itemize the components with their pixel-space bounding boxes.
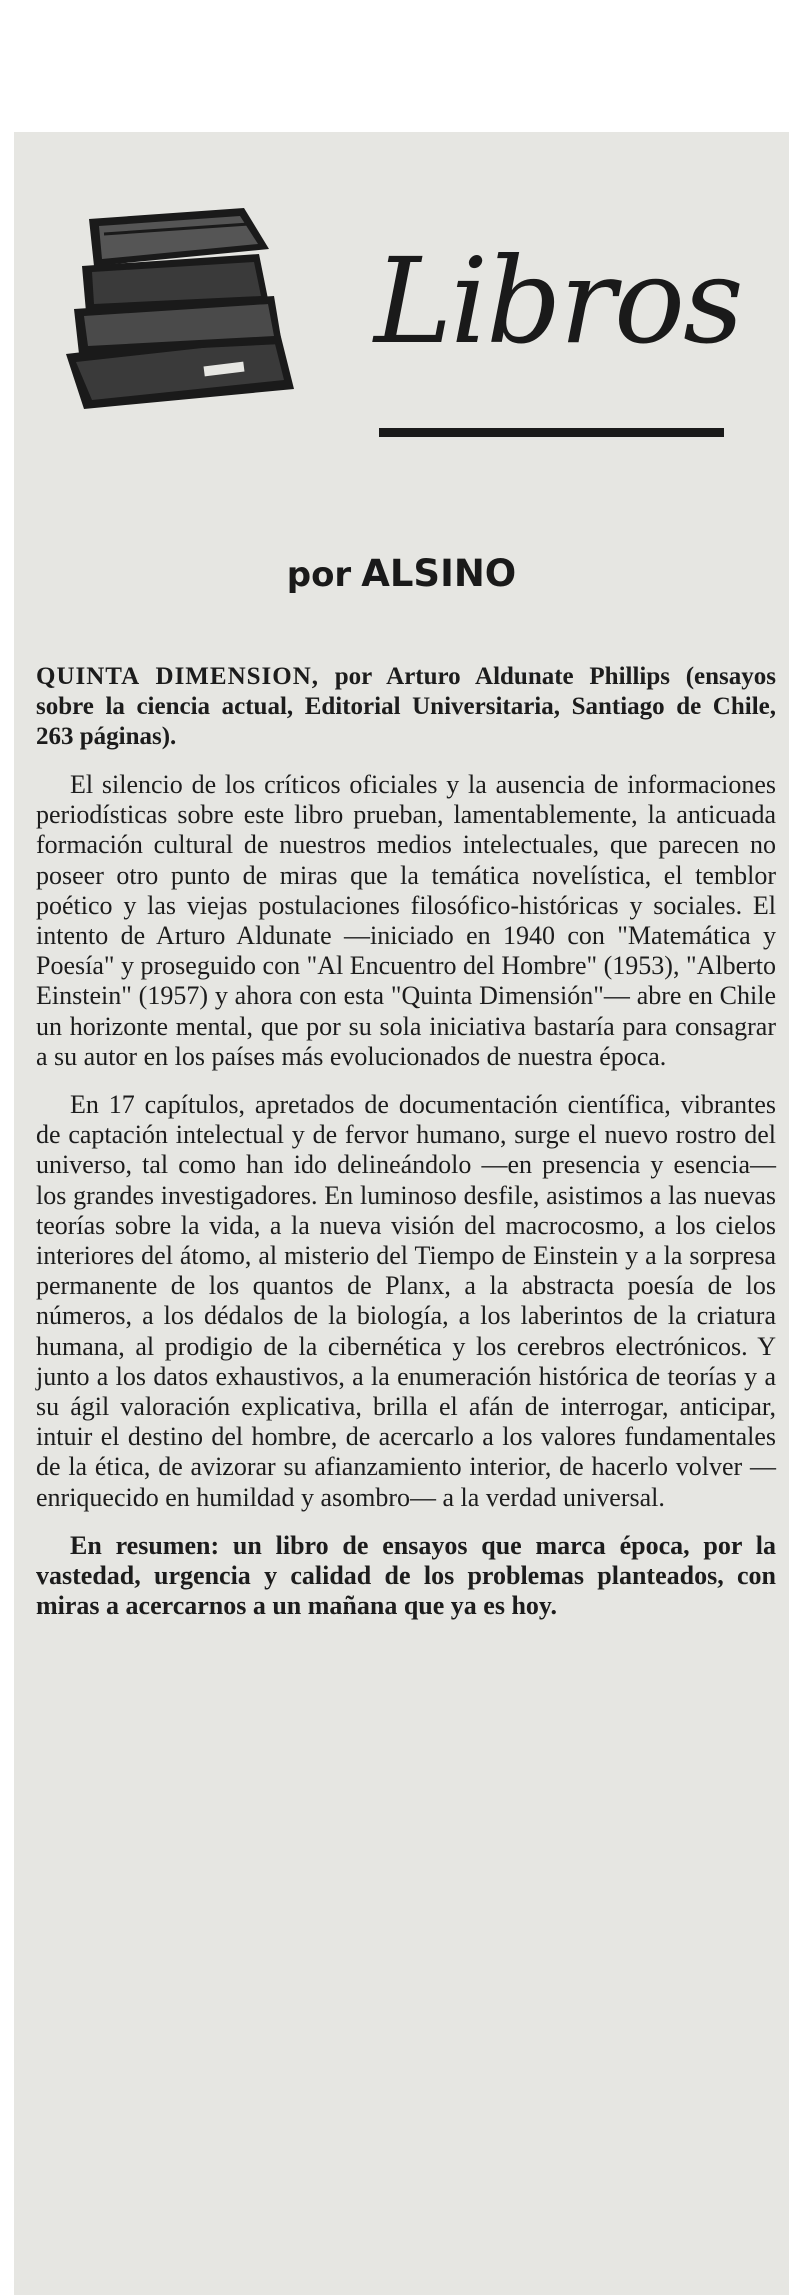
closing-paragraph: En resumen: un libro de ensayos que marca época, por la vastedad, urgencia y calidad de los problemas planteados, con miras a acercarnos a un mañana que ya es hoy. (36, 1530, 776, 1621)
newspaper-clipping (14, 132, 789, 2295)
masthead-underline (379, 428, 724, 437)
paragraph-2: En 17 capítulos, apretados de documentación científica, vibrantes de captación intelectual y de fervor humano, surge el nuevo rostro del universo, tal como han ido delineándolo —en presencia y esencia— los grandes investigadores. En luminoso desfile, asistimos a las nuevas teorías sobre la vida, a la nueva visión del macrocosmo, a los cielos interiores del átomo, al misterio del Tiempo de Einstein y a la sorpresa permanente de los quantos de Planx, a la abstracta poesía de los números, a los dédalos de la biología, a los laberintos de la criatura humana, al prodigio de la cibernética y los cerebros electrónicos. Y junto a los datos exhaustivos, a la enumeración histórica de teorías y a su ágil valoración explicativa, brilla el afán de interrogar, anticipar, intuir el destino del hombre, de acercarlo a los valores fundamentales de la ética, de avizorar su afianzamiento interior, de hacerlo volver —enriquecido en humildad y asombro— a la verdad universal. (36, 1090, 776, 1512)
byline-prefix: por (286, 555, 352, 595)
book-stack-icon (54, 204, 309, 414)
book-title: QUINTA DIMENSION, (36, 663, 320, 690)
byline-author: ALSINO (361, 552, 517, 595)
column-header (14, 132, 789, 462)
paragraph-1: El silencio de los críticos oficiales y la ausencia de informaciones periodísticas sobre este libro prueban, lamentablemente, la anticuada formación cultural de nuestros medios intelectuales, que parecen no poseer otro punto de miras que la temática novelística, el temblor poético y las viejas postulaciones filosófico-históricas y sociales. El intento de Arturo Aldunate —iniciado en 1940 con "Matemática y Poesía" y proseguido con "Al Encuentro del Hombre" (1953), "Alberto Einstein" (1957) y ahora con esta "Quinta Dimensión"— abre en Chile un horizonte mental, que por su sola iniciativa bastaría para consagrar a su autor en los países más evolucionados de nuestra época. (36, 770, 776, 1071)
byline (14, 552, 789, 595)
article-body (36, 662, 776, 1639)
masthead-title: Libros (374, 232, 742, 370)
book-reference (36, 662, 776, 752)
book-details: por Arturo Aldunate Phillips (ensayos sobre la ciencia actual, Editorial Universitaria, Santiago de Chile, 263 páginas). (36, 663, 776, 750)
